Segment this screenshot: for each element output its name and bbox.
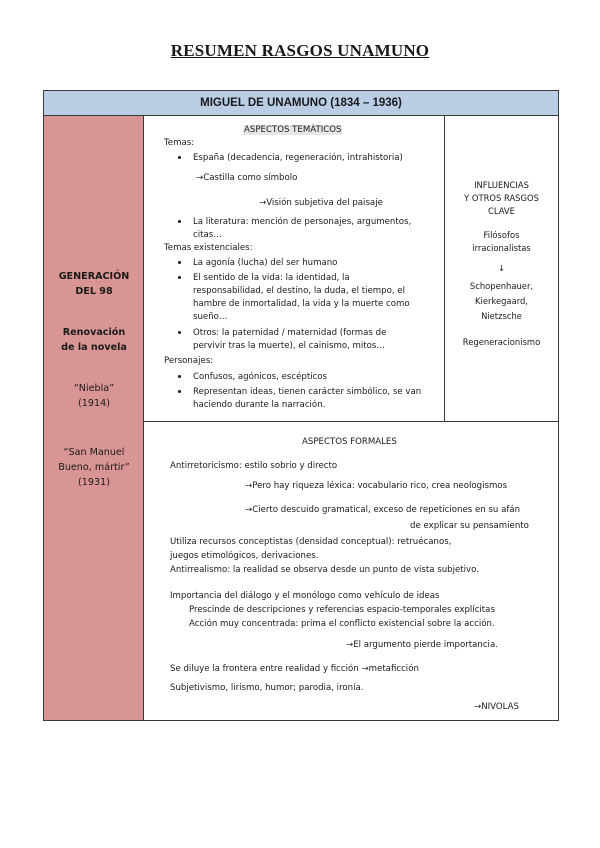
antirrealismo-line: Antirrealismo: la realidad se observa desde un punto de vista subjetivo. [170,565,479,575]
otros-line-2: pervivir tras la muerte), el cainismo, mitos… [193,341,386,351]
row-divider [144,421,558,422]
bullet-icon [178,331,181,334]
antirretoricismo-line: Antirretoricismo: estilo sobrio y directo [170,461,338,471]
prescinde-line: Prescinde de descripciones y referencias espacio-temporales explícitas [189,605,495,615]
renovation-line-1: Renovación [62,327,126,338]
thematic-heading [243,124,342,136]
influences-line-1: INFLUENCIAS [474,180,529,190]
temas-label: Temas: [164,138,195,148]
bullet-icon [178,220,181,223]
table-header: MIGUEL DE UNAMUNO (1834 – 1936) [44,91,558,116]
san-manuel-line-2: Bueno, mártir” [58,462,130,473]
dialogo-line: Importancia del diálogo y el monólogo como vehículo de ideas [170,591,440,601]
confusos-item: Confusos, agónicos, escépticos [193,372,328,382]
conceptistas-line-2: juegos etimológicos, derivaciones. [170,551,319,561]
philosopher-schopenhauer: Schopenhauer, [469,281,534,291]
philosophers-line-2: irracionalistas [472,243,531,253]
espana-item: España (decadencia, regeneración, intrahistoria) [193,153,403,163]
bullet-icon [178,276,181,279]
vision-line: →Visión subjetiva del paisaje [259,198,383,208]
sentido-line-2: responsabilidad, el destino, la duda, el tiempo, el [193,286,405,296]
agonia-item: La agonía (lucha) del ser humano [193,258,338,268]
niebla-title: “Niebla” [73,383,115,394]
representan-line-1: Representan ideas, tienen carácter simbólico, se van [193,387,422,397]
generation-line-1: GENERACIÓN [58,271,130,282]
niebla-year: (1914) [78,398,110,409]
san-manuel-line-1: “San Manuel [63,447,125,458]
subjetivismo-line: Subjetivismo, lirismo, humor; parodia, ironía. [170,683,364,693]
document-title: RESUMEN RASGOS UNAMUNO [170,41,430,60]
influences-line-2: Y OTROS RASGOS [464,193,539,203]
sentido-line-4: sueño… [193,312,228,322]
influences-line-3: CLAVE [488,206,515,216]
bullet-icon [178,261,181,264]
left-column [44,116,144,720]
philosopher-kierkegaard: Kierkegaard, [475,296,528,306]
philosopher-nietzsche: Nietzsche [481,311,522,321]
existenciales-label: Temas existenciales: [164,243,253,253]
bullet-icon [178,390,181,393]
regeneracionismo: Regeneracionismo [462,337,541,347]
representan-line-2: haciendo durante la narración. [193,400,326,410]
conceptistas-line-1: Utiliza recursos conceptistas (densidad conceptual): retruécanos, [170,537,452,547]
argumento-line: →El argumento pierde importancia. [346,640,498,650]
sentido-line-1: El sentido de la vida: la identidad, la [193,273,350,283]
bullet-icon [178,156,181,159]
personajes-label: Personajes: [164,356,214,366]
frontera-line: Se diluye la frontera entre realidad y ficción →metaficción [170,664,419,674]
nivolas-line: →NIVOLAS [474,702,519,712]
generation-line-2: DEL 98 [75,286,113,297]
accion-line: Acción muy concentrada: prima el conflicto existencial sobre la acción. [189,619,495,629]
castilla-line: →Castilla como símbolo [196,173,298,183]
descuido-line-1: →Cierto descuido gramatical, exceso de repeticiones en su afán [245,505,521,515]
bullet-icon [178,375,181,378]
renovation-line-2: de la novela [61,342,127,353]
philosophers-line-1: Filósofos [483,230,520,240]
riqueza-line: →Pero hay riqueza léxica: vocabulario rico, crea neologismos [245,481,508,491]
formal-heading: ASPECTOS FORMALES [302,437,397,447]
otros-line-1: Otros: la paternidad / maternidad (formas de [193,328,387,338]
descuido-line-2: de explicar su pensamiento [410,521,529,531]
literatura-line-2: citas… [193,230,222,240]
literatura-line-1: La literatura: mención de personajes, argumentos, [193,217,412,227]
thematic-heading-text: ASPECTOS TEMÁTICOS [244,125,342,135]
san-manuel-year: (1931) [78,477,110,488]
arrow-down-icon: ↓ [497,263,506,273]
sentido-line-3: hambre de inmortalidad, la vida y la muerte como [193,299,410,309]
